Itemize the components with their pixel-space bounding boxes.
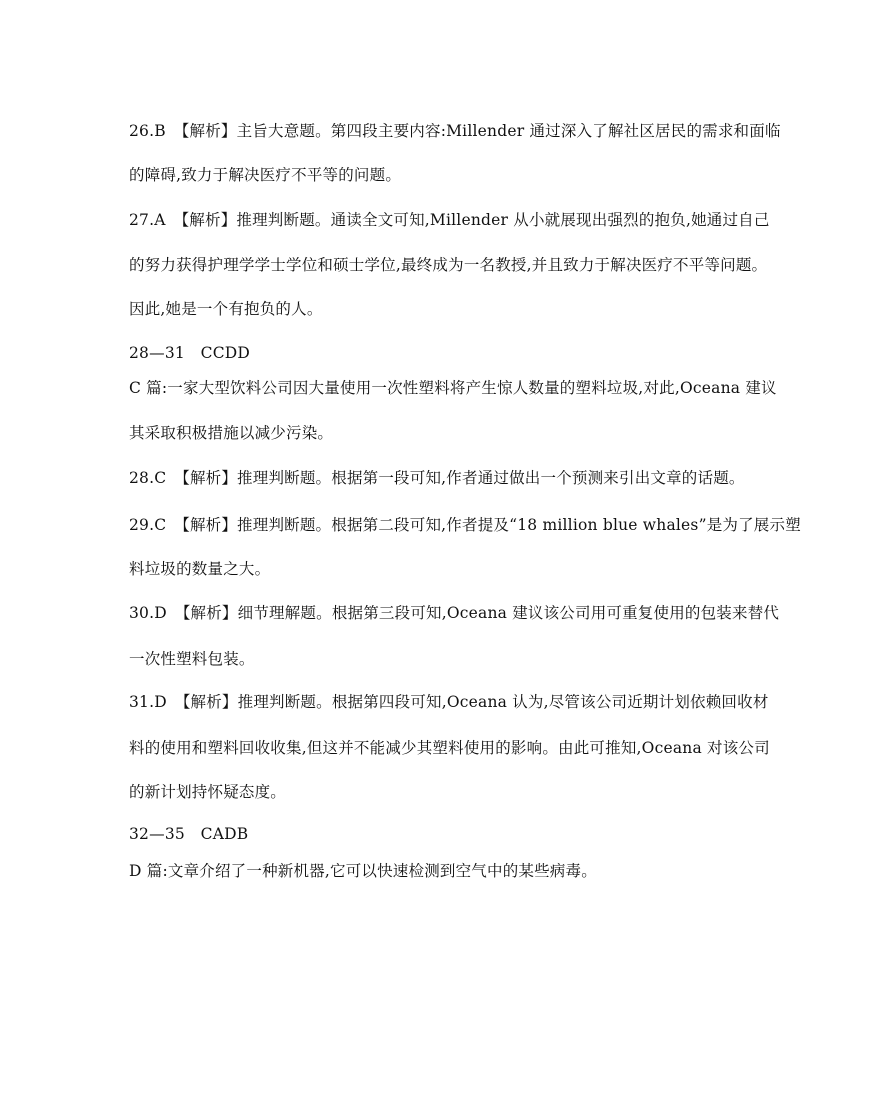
- text-line: 其采取积极措施以减少污染。: [129, 424, 334, 442]
- text-line: 32—35 CADB: [129, 825, 249, 843]
- text-line: 料垃圾的数量之大。: [129, 560, 271, 578]
- text-line: 26.B 【解析】主旨大意题。第四段主要内容:Millender 通过深入了解社区居民的需求和面临: [129, 122, 781, 140]
- text-line: 的障碍,致力于解决医疗不平等的问题。: [129, 166, 402, 184]
- text-line: 料的使用和塑料回收收集,但这并不能减少其塑料使用的影响。由此可推知,Oceana 对该公司: [129, 739, 770, 757]
- text-line: 29.C 【解析】推理判断题。根据第二段可知,作者提及“18 million blue whales”是为了展示塑: [129, 516, 801, 534]
- text-line: C 篇:一家大型饮料公司因大量使用一次性塑料将产生惊人数量的塑料垃圾,对此,Oceana 建议: [129, 379, 777, 397]
- text-line: 28.C 【解析】推理判断题。根据第一段可知,作者通过做出一个预测来引出文章的话题。: [129, 469, 745, 487]
- text-line: 30.D 【解析】细节理解题。根据第三段可知,Oceana 建议该公司用可重复使用的包装来替代: [129, 604, 780, 622]
- text-line: 31.D 【解析】推理判断题。根据第四段可知,Oceana 认为,尽管该公司近期计划依赖回收材: [129, 693, 769, 711]
- text-line: 的努力获得护理学学士学位和硕士学位,最终成为一名教授,并且致力于解决医疗不平等问题。: [129, 256, 768, 274]
- text-line: 27.A 【解析】推理判断题。通读全文可知,Millender 从小就展现出强烈的抱负,她通过自己: [129, 211, 770, 229]
- text-line: 一次性塑料包装。: [129, 650, 255, 668]
- text-line: 的新计划持怀疑态度。: [129, 783, 287, 801]
- text-line: D 篇:文章介绍了一种新机器,它可以快速检测到空气中的某些病毒。: [129, 862, 597, 880]
- text-line: 因此,她是一个有抱负的人。: [129, 300, 323, 318]
- text-line: 28—31 CCDD: [129, 344, 251, 362]
